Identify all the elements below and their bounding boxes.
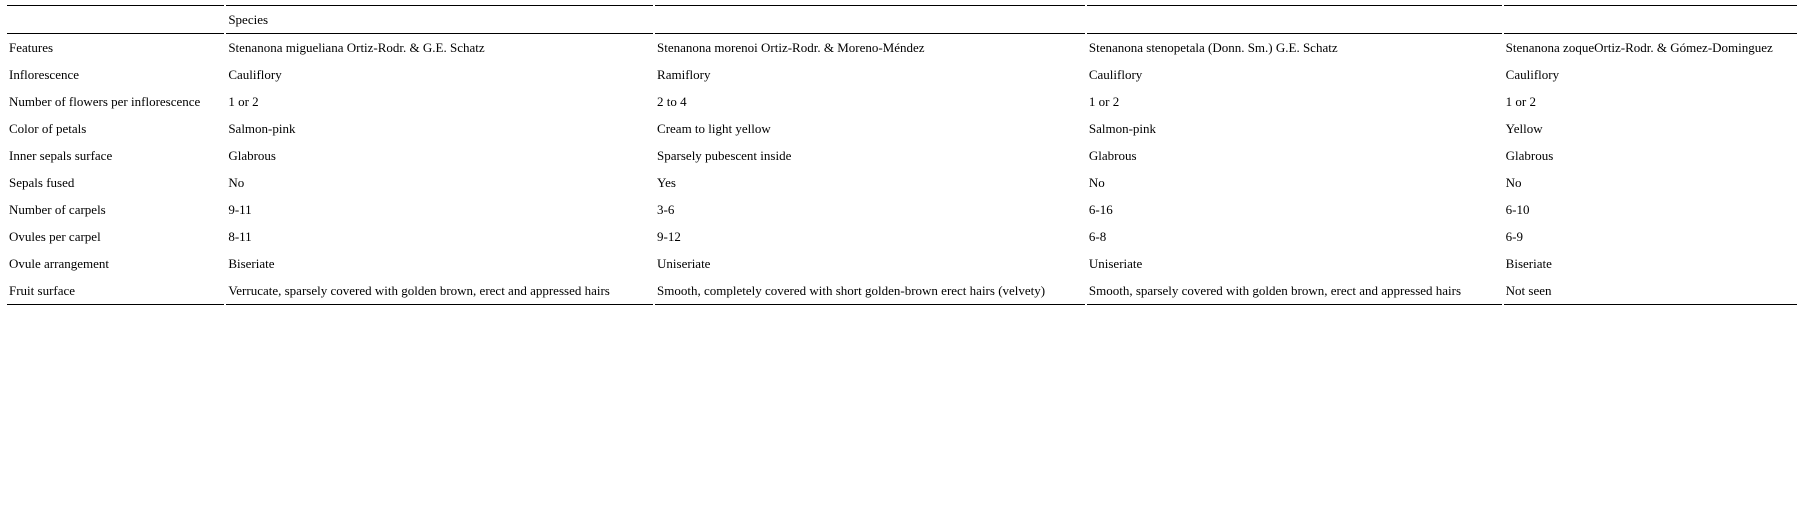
header-empty-cell — [1504, 5, 1797, 34]
table-cell: 1 or 2 — [1088, 94, 1120, 109]
feature-label: Ovules per carpel — [9, 229, 101, 244]
table-cell: Salmon-pink — [228, 121, 296, 136]
table-cell: Biseriate — [228, 256, 275, 271]
table-cell: Salmon-pink — [1088, 121, 1157, 136]
table-cell: No — [1088, 175, 1105, 190]
species-column-header: Stenanona morenoi Ortiz-Rodr. & Moreno-Méndez — [657, 40, 925, 55]
table-row — [7, 61, 1797, 88]
table-cell: Yes — [657, 175, 676, 190]
table-row — [7, 277, 1797, 305]
feature-label: Ovule arrangement — [9, 256, 109, 271]
table-cell: Smooth, sparsely covered with golden brown, erect and appressed hairs — [1087, 277, 1502, 305]
header-empty-cell — [1087, 5, 1502, 34]
table-row — [7, 223, 1797, 250]
table-cell: 1 or 2 — [228, 94, 259, 109]
table-cell: Glabrous — [228, 148, 276, 163]
table-cell: Uniseriate — [657, 256, 711, 271]
table-row — [7, 196, 1797, 223]
table-header-row — [7, 34, 1797, 61]
table-cell: Cream to light yellow — [657, 121, 771, 136]
table-cell: Smooth, completely covered with short golden-brown erect hairs (velvety) — [655, 277, 1085, 305]
table-row — [7, 142, 1797, 169]
table-cell: 3-6 — [657, 202, 675, 217]
table-cell: Cauliflory — [228, 67, 282, 82]
feature-label: Fruit surface — [7, 277, 224, 305]
species-comparison-table — [5, 5, 1799, 305]
table-cell: Ramiflory — [657, 67, 711, 82]
table-cell: No — [228, 175, 245, 190]
feature-label: Color of petals — [9, 121, 87, 136]
table-cell: 1 or 2 — [1505, 94, 1536, 109]
table-cell: Cauliflory — [1505, 67, 1560, 82]
feature-label: Number of flowers per inflorescence — [9, 94, 201, 109]
table-cell: 9-12 — [657, 229, 681, 244]
table-row — [7, 250, 1797, 277]
table-row — [7, 169, 1797, 196]
table-cell: Biseriate — [1505, 256, 1552, 271]
table-cell: 6-10 — [1505, 202, 1530, 217]
species-column-header: Stenanona zoqueOrtiz-Rodr. & Gómez-Dominguez — [1505, 40, 1773, 55]
table-cell: 9-11 — [228, 202, 252, 217]
header-empty-cell — [7, 5, 224, 34]
species-column-header: Stenanona migueliana Ortiz-Rodr. & G.E. Schatz — [228, 40, 485, 55]
table-cell: Yellow — [1505, 121, 1543, 136]
table-cell: Uniseriate — [1088, 256, 1143, 271]
feature-label: Inner sepals surface — [9, 148, 113, 163]
table-row — [7, 88, 1797, 115]
table-cell: Sparsely pubescent inside — [657, 148, 792, 163]
feature-label: Sepals fused — [9, 175, 75, 190]
table-cell: Verrucate, sparsely covered with golden brown, erect and appressed hairs — [226, 277, 653, 305]
feature-label: Number of carpels — [9, 202, 106, 217]
table-cell: No — [1505, 175, 1522, 190]
table-cell: Glabrous — [1088, 148, 1137, 163]
table-row — [7, 115, 1797, 142]
header-empty-cell — [655, 5, 1085, 34]
table-cell: Glabrous — [1505, 148, 1554, 163]
feature-label: Inflorescence — [9, 67, 80, 82]
table-cell: 6-8 — [1088, 229, 1107, 244]
table-cell: 8-11 — [228, 229, 252, 244]
table-cell: Cauliflory — [1088, 67, 1143, 82]
table-cell: Not seen — [1504, 277, 1797, 305]
features-column-header: Features — [9, 40, 54, 55]
table-header-group-row — [7, 5, 1797, 34]
species-column-header: Stenanona stenopetala (Donn. Sm.) G.E. Schatz — [1088, 40, 1338, 55]
species-group-header: Species — [226, 5, 653, 34]
table-cell: 2 to 4 — [657, 94, 687, 109]
table-cell: 6-16 — [1088, 202, 1113, 217]
table-cell: 6-9 — [1505, 229, 1523, 244]
